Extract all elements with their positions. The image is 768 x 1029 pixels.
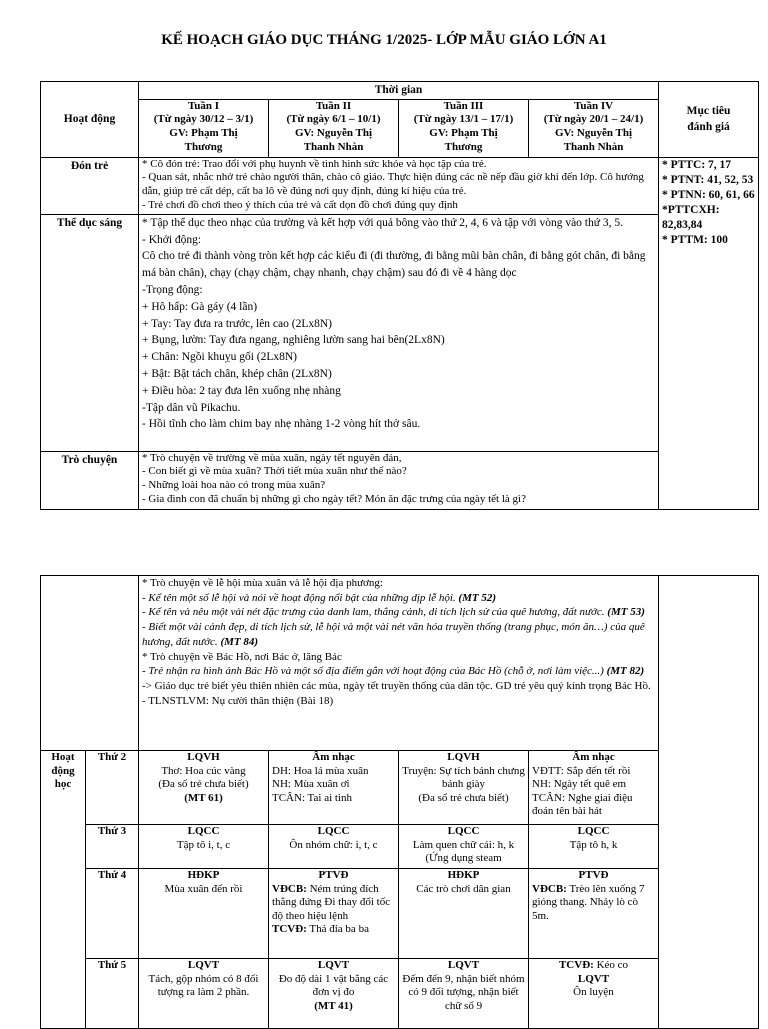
lesson-cell: HĐKP Mùa xuân đến rồi	[139, 869, 269, 959]
lesson-cell: LQVT Đo độ dài 1 vật bằng các đơn vị đo (MT 41)	[269, 959, 399, 1029]
lesson-cell: LQCC Làm quen chữ cái: h, k (Ứng dụng steam	[399, 825, 529, 869]
lesson-cell: LQCC Ôn nhóm chữ: i, t, c	[269, 825, 399, 869]
tro-chuyen-content: * Trò chuyện về trường về mùa xuân, ngày tết nguyên đán, - Con biết gì về mùa xuân? Thời tiết mùa xuân như thế nào? - Những loài hoa nào có trong mùa xuân? - Gia đình con đã chuẩn bị những gì cho ngày tết? Món ăn đặc trưng của ngày tết là gì?	[139, 451, 659, 509]
section-label-hoat-dong-hoc: Hoạt động học	[41, 751, 86, 1029]
plan-table-top	[40, 81, 759, 510]
lesson-cell: PTVĐ VĐCB: Ném trúng đích thẳng đứng Đi thay đổi tốc độ theo hiệu lệnh TCVĐ: Thả đỉa ba ba	[269, 869, 399, 959]
header-goals: Mục tiêu đánh giá	[659, 82, 759, 158]
lesson-cell: LQCC Tập tô i, t, c	[139, 825, 269, 869]
plan-table-bottom	[40, 575, 759, 1029]
header-time: Thời gian	[139, 82, 659, 100]
week-header: Tuần IV (Từ ngày 20/1 – 24/1) GV: Nguyễn Thị Thanh Nhàn	[529, 99, 659, 157]
lesson-cell: Âm nhạc VĐTT: Sắp đến tết rồi NH: Ngày tết quê em TCÂN: Nghe giai điệu đoán tên bài hát	[529, 751, 659, 825]
tro-chuyen-continued: * Trò chuyện về lễ hội mùa xuân và lễ hội địa phương: - Kể tên một số lễ hội và nói về hoạt động nổi bật của những dịp lễ hội. (MT 52) - Kể tên và nêu một vài nét đặc trưng của danh lam, thắng cảnh, di tích lịch sử của quê hương, đất nước. (MT 53) - Biết một vài cảnh đẹp, di tích lịch sử, lễ hội và một vài nét văn hóa truyền thống (trang phục, món ăn…) của quê hương, đất nước. (MT 84) * Trò chuyện về Bác Hồ, nơi Bác ở, lăng Bác - Trẻ nhận ra hình ảnh Bác Hồ và một số địa điểm gắn với hoạt động của Bác Hồ (chỗ ở, nơi làm việc...) (MT 82) -> Giáo dục trẻ biết yêu thiên nhiên các mùa, ngày tết truyền thống của dân tộc. GD trẻ yêu quý kính trọng Bác Hồ. - TLNSTLVM: Nụ cười thân thiện (Bài 18)	[139, 576, 659, 751]
page-title: KẾ HOẠCH GIÁO DỤC THÁNG 1/2025- LỚP MẪU GIÁO LỚN A1	[161, 32, 607, 48]
lesson-cell: PTVĐ VĐCB: Trèo lên xuống 7 gióng thang. Nhảy lò cò 5m.	[529, 869, 659, 959]
lesson-cell: LQVH Thơ: Hoa cúc vàng (Đa số trẻ chưa biết) (MT 61)	[139, 751, 269, 825]
lesson-cell: Âm nhạc DH: Hoa lá mùa xuân NH: Mùa xuân ơi TCÂN: Tai ai tinh	[269, 751, 399, 825]
day-label: Thứ 4	[86, 869, 139, 959]
header-activity: Hoạt động	[41, 82, 139, 158]
lesson-cell: LQCC Tập tô h, k	[529, 825, 659, 869]
lesson-cell: LQVH Truyện: Sự tích bánh chưng bánh giày (Đa số trẻ chưa biết)	[399, 751, 529, 825]
row-label-tro-chuyen: Trò chuyện	[41, 451, 139, 509]
lesson-cell: LQVT Đếm đến 9, nhận biết nhóm có 9 đối tượng, nhận biết chữ số 9	[399, 959, 529, 1029]
week-header: Tuần III (Từ ngày 13/1 – 17/1) GV: Phạm Thị Thương	[399, 99, 529, 157]
goals-list: * PTTC: 7, 17 * PTNT: 41, 52, 53 * PTNN: 60, 61, 66 *PTTCXH: 82,83,84 * PTTM: 100	[659, 157, 759, 509]
row-label-don-tre: Đón trẻ	[41, 157, 139, 214]
don-tre-content: * Cô đón trẻ: Trao đổi với phụ huynh về tình hình sức khỏe và học tập của trẻ. - Quan sát, nhắc nhở trẻ chào người thân, chào cô giáo. Thực hiện đúng các nề nếp đầu giờ khi đến lớp. Cô hướng dẫn, giúp trẻ cất dép, cất ba lô về đúng nơi quy định, đúng kí hiệu của trẻ. - Trẻ chơi đồ chơi theo ý thích của trẻ và cất dọn đồ chơi đúng quy định	[139, 157, 659, 214]
week-header: Tuần I (Từ ngày 30/12 – 3/1) GV: Phạm Thị Thương	[139, 99, 269, 157]
week-header: Tuần II (Từ ngày 6/1 – 10/1) GV: Nguyễn Thị Thanh Nhàn	[269, 99, 399, 157]
lesson-cell: LQVT Tách, gộp nhóm có 8 đối tượng ra làm 2 phần.	[139, 959, 269, 1029]
the-duc-content: * Tập thể dục theo nhạc của trường và kết hợp với quả bông vào thứ 2, 4, 6 và tập với vòng vào thứ 3, 5. - Khởi động: Cô cho trẻ đi thành vòng tròn kết hợp các kiểu đi (đi thường, đi bằng mũi bàn chân, đi bằng gót chân, đi bằng má bàn chân), chạy (chạy chậm, chạy nhanh, chạy chậm) sau đó đi về 4 hàng dọc -Trọng động: + Hô hấp: Gà gáy (4 lần) + Tay: Tay đưa ra trước, lên cao (2Lx8N) + Bụng, lườn: Tay đưa ngang, nghiêng lườn sang hai bên(2Lx8N) + Chân: Ngồi khuỵu gối (2Lx8N) + Bật: Bật tách chân, khép chân (2Lx8N) + Điều hòa: 2 tay đưa lên xuống nhẹ nhàng -Tập dân vũ Pikachu. - Hồi tĩnh cho làm chim bay nhẹ nhàng 1-2 vòng hít thở sâu.	[139, 214, 659, 451]
day-label: Thứ 2	[86, 751, 139, 825]
row-label-the-duc: Thể dục sáng	[41, 214, 139, 451]
day-label: Thứ 3	[86, 825, 139, 869]
day-label: Thứ 5	[86, 959, 139, 1029]
lesson-cell: TCVĐ: Kéo co LQVT Ôn luyện	[529, 959, 659, 1029]
lesson-cell: HĐKP Các trò chơi dân gian	[399, 869, 529, 959]
